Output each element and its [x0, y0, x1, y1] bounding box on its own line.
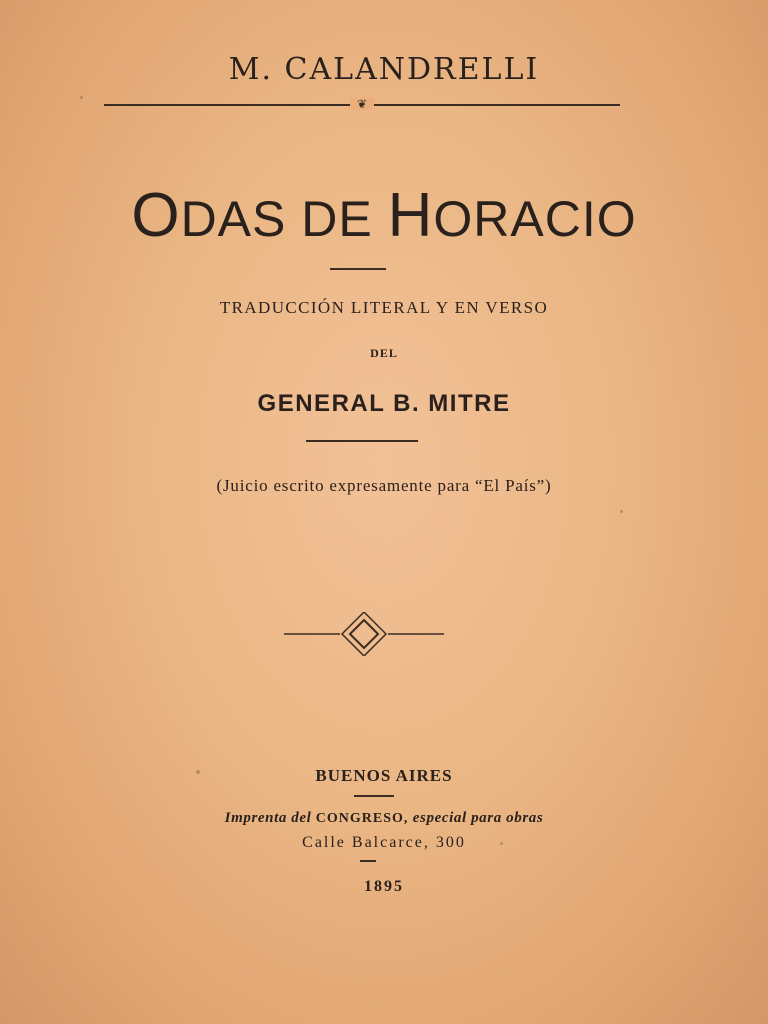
title-cap-2: H	[387, 181, 434, 250]
address-line: Calle Balcarce, 300	[302, 834, 466, 851]
imprint-line	[0, 810, 768, 827]
subtitle: TRADUCCIÓN LITERAL Y EN VERSO	[219, 298, 549, 317]
imprint-prefix: Imprenta del	[224, 810, 312, 826]
imprint-suffix: especial para obras	[412, 810, 544, 826]
city-rule	[354, 795, 394, 797]
city-name: BUENOS AIRES	[315, 766, 453, 785]
title-part-1: DAS DE	[180, 191, 388, 247]
note-text: (Juicio escrito expresamente para “El País”)	[216, 476, 552, 495]
title-cap-1: O	[131, 181, 181, 250]
translator-rule	[306, 440, 418, 442]
paper-speck	[620, 510, 623, 513]
book-title	[0, 180, 768, 251]
title-part-2: ORACIO	[433, 191, 637, 247]
publication-year: 1895	[364, 878, 404, 895]
paper-speck	[80, 96, 83, 99]
translator-name: GENERAL B. MITRE	[257, 390, 511, 417]
title-rule	[330, 268, 386, 270]
diamond-ornament-icon	[284, 612, 444, 656]
author-name: M. CALANDRELLI	[228, 52, 540, 87]
connector-text: DEL	[370, 346, 398, 360]
rule-ornament-icon: ❦	[350, 98, 374, 110]
imprint-press: CONGRESO,	[315, 811, 409, 826]
address-rule	[360, 860, 376, 862]
